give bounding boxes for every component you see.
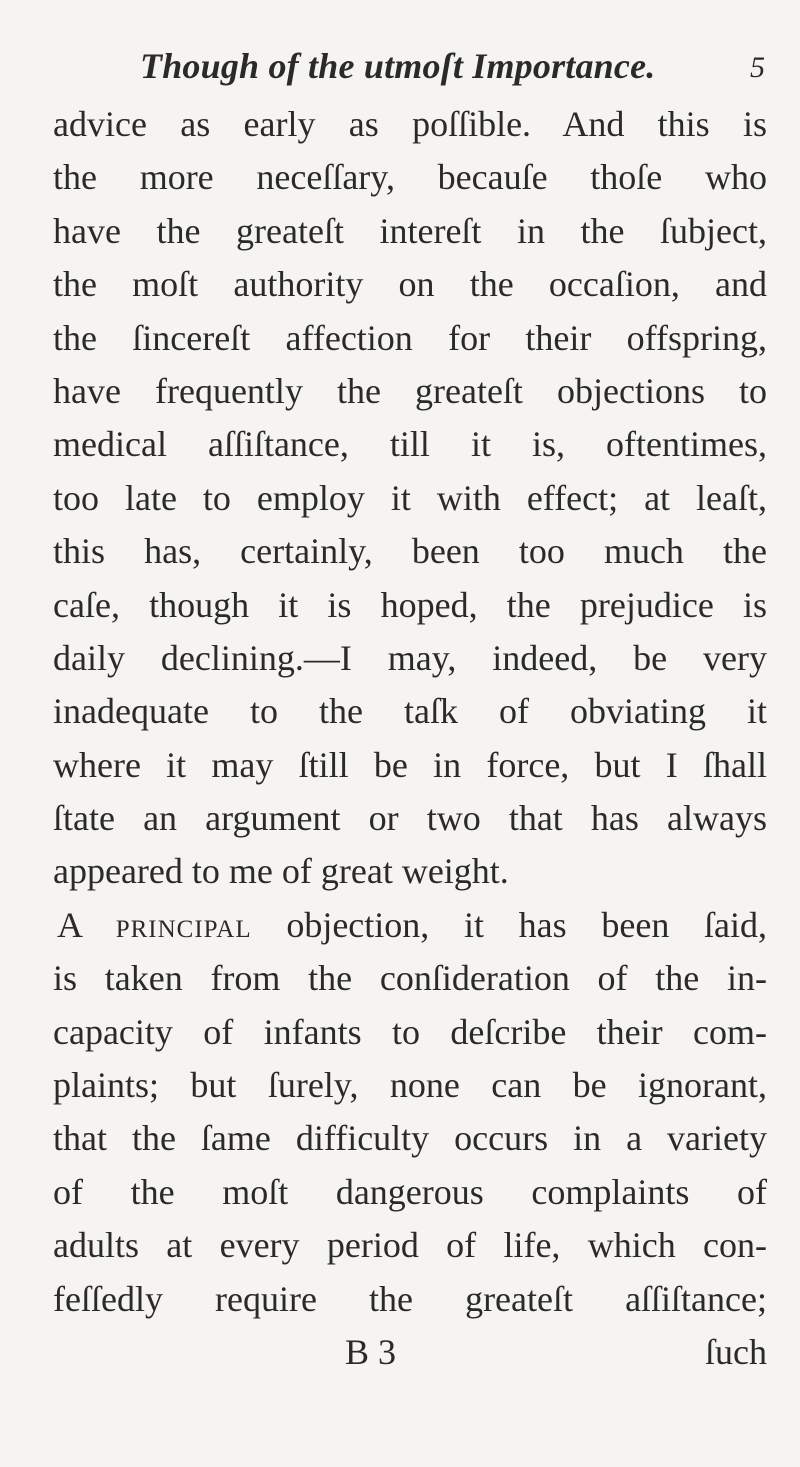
signature-mark: B 3 <box>345 1331 397 1372</box>
text-line: plaints; but ſurely, none can be ignorant, <box>53 1065 767 1106</box>
text-line: where it may ſtill be in force, but I ſhall <box>53 744 767 785</box>
running-title: Though of the utmoſt Importance. <box>140 46 656 86</box>
text-line: daily declining.—I may, indeed, be very <box>53 637 767 678</box>
text-line: is taken from the conſideration of the in- <box>53 958 767 999</box>
text-line: have the greateſt intereſt in the ſubject, <box>53 210 767 251</box>
text-line: too late to employ it with effect; at leaſt, <box>53 477 767 518</box>
line-remainder: objection, it has been ſaid, <box>286 904 768 945</box>
smallcaps-word: principal <box>115 904 252 945</box>
text-line: the moſt authority on the occaſion, and <box>53 264 767 305</box>
text-line: medical aſſiſtance, till it is, oftentimes, <box>53 424 767 465</box>
text-line: capacity of infants to deſcribe their com- <box>53 1011 767 1052</box>
text-line: inadequate to the taſk of obviating it <box>53 691 767 732</box>
text-line: the more neceſſary, becauſe thoſe who <box>53 157 767 198</box>
text-line: the ſincereſt affection for their offspring, <box>53 317 767 358</box>
text-line: caſe, though it is hoped, the prejudice is <box>53 584 767 625</box>
page-number: 5 <box>750 51 765 84</box>
text-line: of the moſt dangerous complaints of <box>53 1171 767 1212</box>
text-line: have frequently the greateſt objections to <box>53 370 767 411</box>
lead-word: A <box>57 904 82 945</box>
text-line: that the ſame difficulty occurs in a variety <box>53 1118 767 1159</box>
page-footer <box>53 1326 767 1379</box>
text-line: ſtate an argument or two that has always <box>53 798 767 839</box>
text-line: this has, certainly, been too much the <box>53 531 767 572</box>
text-line: feſſedly require the greateſt aſſiſtance; <box>53 1278 767 1319</box>
body-text <box>53 98 767 1379</box>
text-line: advice as early as poſſible. And this is <box>53 104 767 144</box>
paragraph-opening-line <box>53 899 767 952</box>
text-line: adults at every period of life, which con- <box>53 1225 767 1266</box>
text-line: appeared to me of great weight. <box>53 851 509 892</box>
catchword: ſuch <box>705 1331 767 1372</box>
running-head <box>140 40 765 92</box>
